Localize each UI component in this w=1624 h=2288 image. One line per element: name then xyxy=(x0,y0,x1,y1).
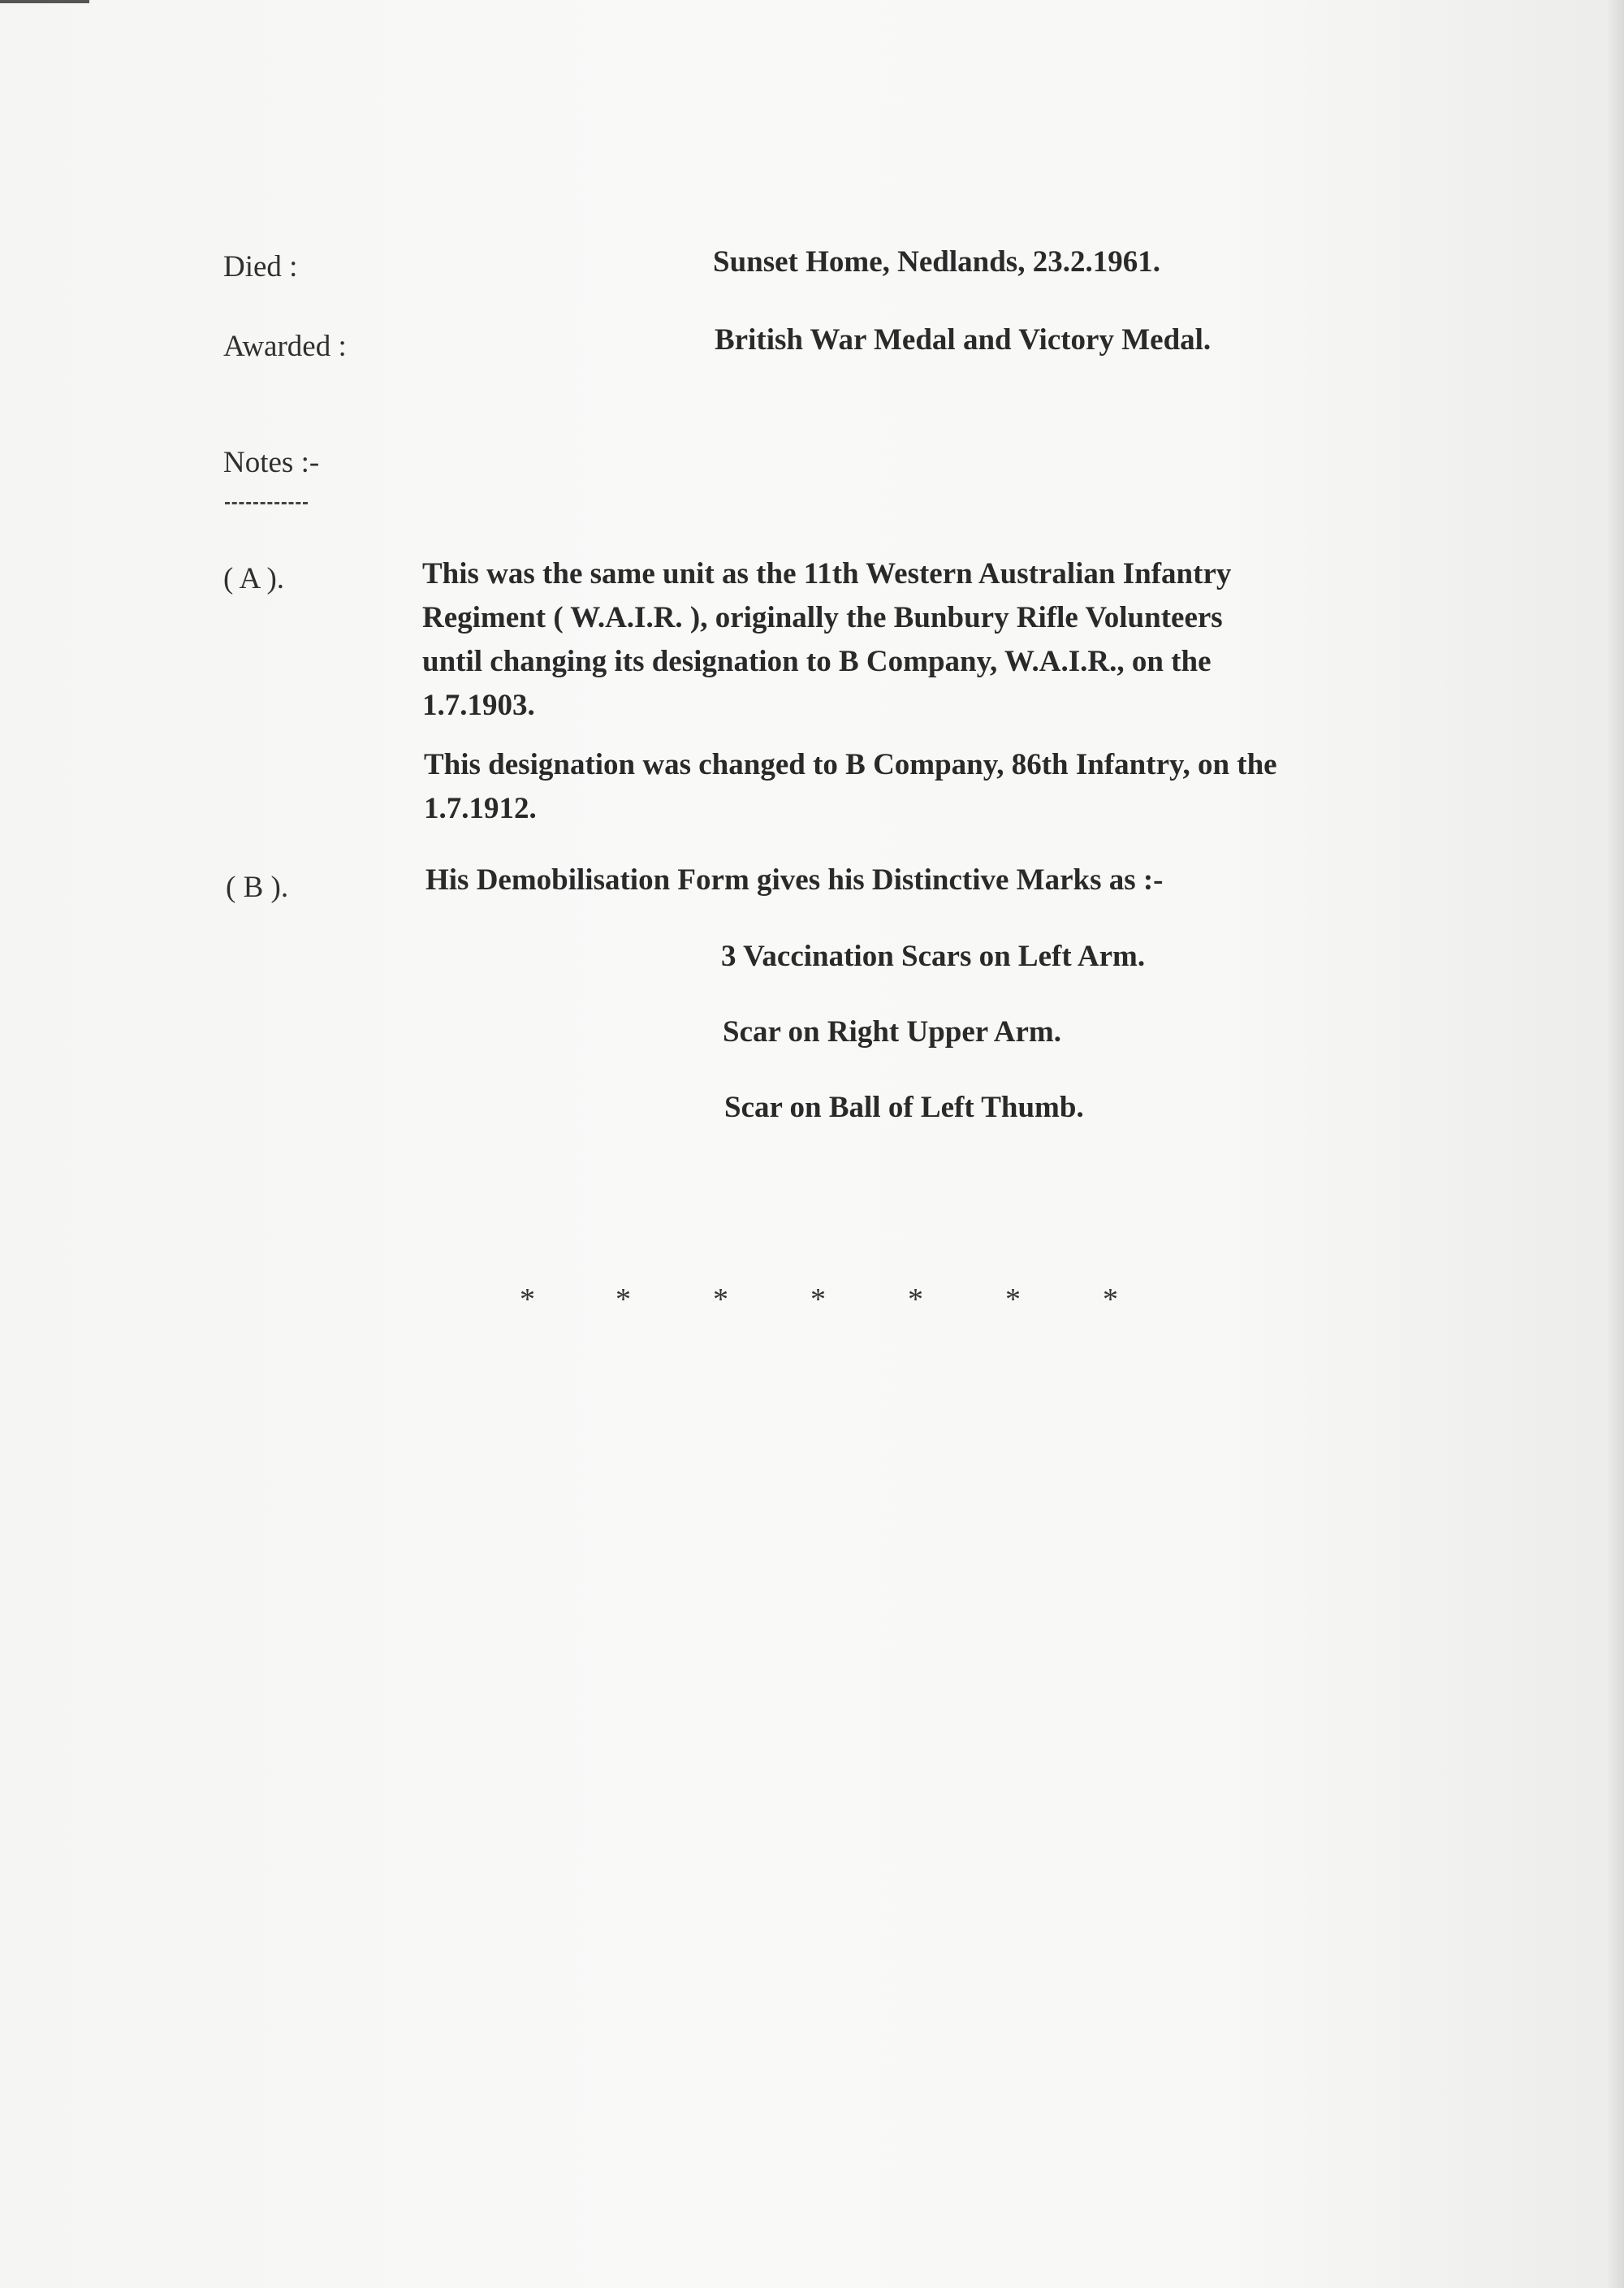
scan-edge-shadow xyxy=(1606,0,1624,2288)
end-separator xyxy=(520,1280,1137,1319)
note-a-marker: ( A ). xyxy=(223,562,285,595)
distinctive-mark-1: 3 Vaccination Scars on Left Arm. xyxy=(721,940,1146,973)
died-value: Sunset Home, Nedlands, 23.2.1961. xyxy=(713,245,1160,279)
distinctive-mark-3: Scar on Ball of Left Thumb. xyxy=(724,1091,1084,1124)
notes-underline xyxy=(225,502,308,504)
separator-star: * xyxy=(1103,1282,1118,1317)
scan-corner-mark xyxy=(0,0,89,3)
note-a-paragraph-2-line-1: This designation was changed to B Company, 86th Infantry, on the xyxy=(424,748,1277,781)
died-label: Died : xyxy=(223,250,298,283)
note-b-marker: ( B ). xyxy=(226,871,289,904)
separator-star: * xyxy=(615,1282,631,1317)
separator-star: * xyxy=(1005,1282,1021,1317)
note-a-paragraph-1 xyxy=(422,552,1231,728)
separator-star: * xyxy=(520,1282,535,1317)
awarded-label: Awarded : xyxy=(223,330,347,363)
note-b-intro: His Demobilisation Form gives his Distinctive Marks as :- xyxy=(425,863,1164,897)
distinctive-mark-2: Scar on Right Upper Arm. xyxy=(723,1015,1061,1049)
note-a-paragraph-1-line-2: Regiment ( W.A.I.R. ), originally the Bunbury Rifle Volunteers xyxy=(422,601,1223,634)
note-a-paragraph-1-line-1: This was the same unit as the 11th Western Australian Infantry xyxy=(422,557,1232,590)
note-a-paragraph-1-line-4: 1.7.1903. xyxy=(422,689,535,722)
awarded-value: British War Medal and Victory Medal. xyxy=(715,323,1212,357)
separator-star: * xyxy=(908,1282,923,1317)
note-a-paragraph-2 xyxy=(424,743,1277,831)
notes-heading: Notes :- xyxy=(223,446,320,479)
separator-star: * xyxy=(713,1282,728,1317)
separator-star: * xyxy=(810,1282,826,1317)
note-a-paragraph-1-line-3: until changing its designation to B Company, W.A.I.R., on the xyxy=(422,645,1212,678)
note-a-paragraph-2-line-2: 1.7.1912. xyxy=(424,792,537,825)
